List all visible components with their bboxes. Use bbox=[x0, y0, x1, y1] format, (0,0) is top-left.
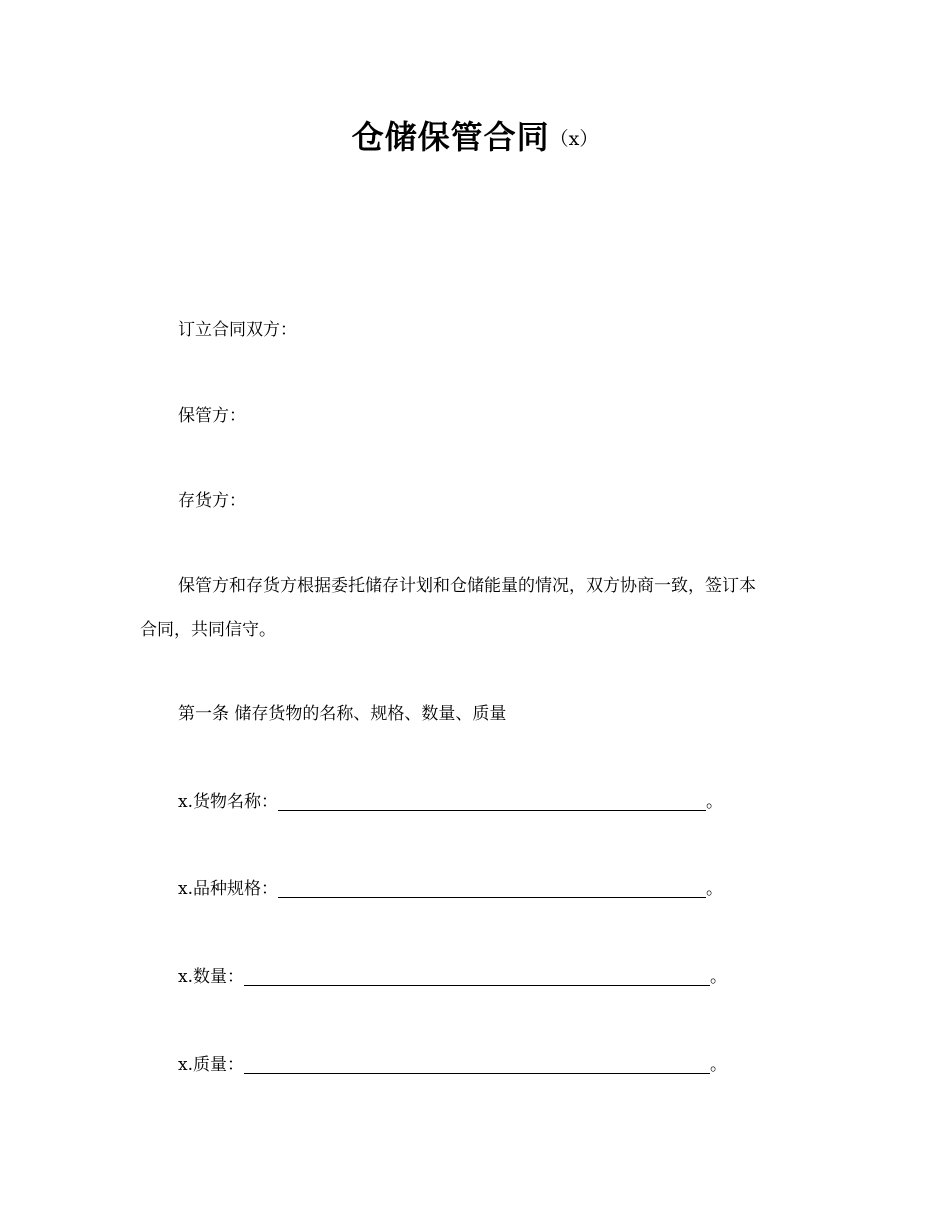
title-suffix: （x） bbox=[549, 128, 599, 150]
preamble-line-2: 合同，共同信守。 bbox=[140, 620, 276, 640]
field-label: x.数量： bbox=[178, 967, 244, 987]
field-label: x.质量： bbox=[178, 1055, 244, 1075]
parties-heading: 订立合同双方： bbox=[178, 320, 297, 340]
title-text: 仓储保管合同 bbox=[351, 118, 550, 156]
field-end: 。 bbox=[710, 1055, 727, 1075]
field-end: 。 bbox=[706, 792, 723, 812]
field-label: x.货物名称： bbox=[178, 792, 278, 812]
preamble-paragraph bbox=[140, 564, 820, 652]
custodian-label: 保管方： bbox=[178, 406, 246, 426]
field-end: 。 bbox=[710, 967, 727, 987]
field-quality bbox=[140, 1043, 858, 1087]
depositor-label: 存货方： bbox=[178, 491, 246, 511]
field-end: 。 bbox=[706, 879, 723, 899]
quantity-blank-line[interactable] bbox=[244, 965, 710, 986]
document-title bbox=[0, 112, 950, 158]
field-variety-spec bbox=[140, 867, 858, 911]
quality-blank-line[interactable] bbox=[244, 1053, 710, 1074]
goods-name-blank-line[interactable] bbox=[278, 790, 706, 811]
field-goods-name bbox=[140, 780, 858, 824]
article-1-heading: 第一条 储存货物的名称、规格、数量、质量 bbox=[178, 704, 507, 724]
variety-spec-blank-line[interactable] bbox=[278, 877, 706, 898]
field-quantity bbox=[140, 955, 858, 999]
field-label: x.品种规格： bbox=[178, 879, 278, 899]
preamble-line-1: 保管方和存货方根据委托储存计划和仓储能量的情况，双方协商一致，签订本 bbox=[178, 576, 756, 596]
